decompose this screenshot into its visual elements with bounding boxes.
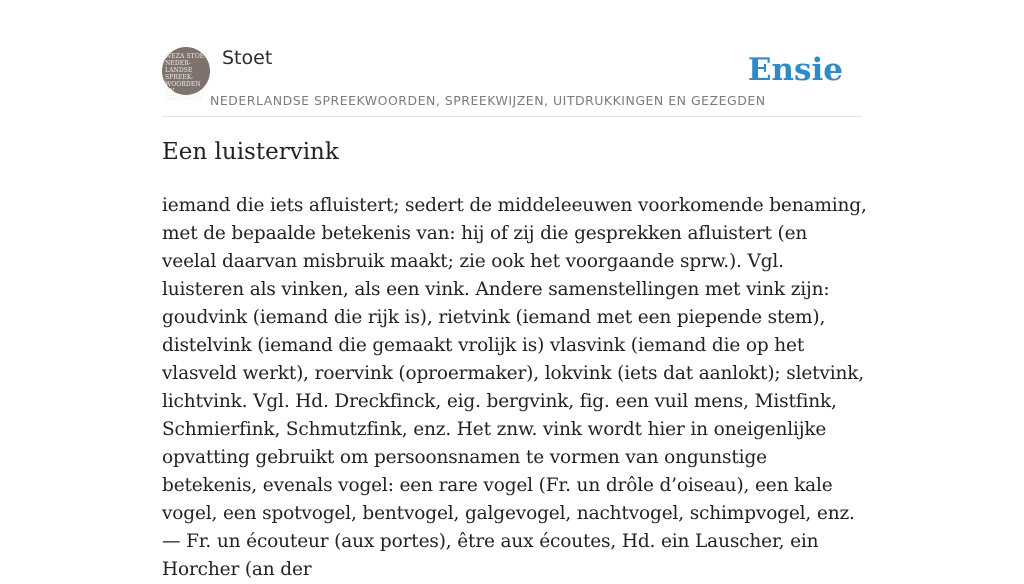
ensie-logo[interactable]: Ensie (747, 52, 843, 88)
header (162, 40, 862, 117)
author-avatar[interactable] (162, 47, 210, 102)
entry-title: Een luistervink (162, 139, 339, 165)
source-subtitle: NEDERLANDSE SPREEKWOORDEN, SPREEKWIJZEN, UITDRUKKINGEN EN GEZEGDEN (210, 93, 766, 108)
author-name-link[interactable]: Stoet (222, 47, 273, 69)
entry-body: iemand die iets afluistert; sedert de middeleeuwen voorkomende benaming, met de bepaalde betekenis van: hij of zij die gesprekken afluistert (en veelal daarvan misbruik maakt; zie ook het voorgaande sprw.). Vgl. luisteren als vinken, als een vink. Andere samenstellingen met vink zijn: goudvink (iemand die rijk is), rietvink (iemand met een piepende stem), distelvink (iemand die gemaakt vrolijk is) vlasvink (iemand die op het vlasveld werkt), roervink (oproermaker), lokvink (iets dat aanlokt); sletvink, lichtvink. Vgl. Hd. Dreckfinck, eig. bergvink, fig. een vuil mens, Mistfink, Schmierfink, Schmutzfink, enz. Het znw. vink wordt hier in oneigenlijke opvatting gebruikt om persoonsnamen te vormen van ongunstige betekenis, evenals vogel: een rare vogel (Fr. un drôle d’oiseau), een kale vogel, een spotvogel, bentvogel, galgevogel, nachtvogel, schimpvogel, enz. — Fr. un écouteur (aux portes), être aux écoutes, Hd. ein Lauscher, ein Horcher (an der (162, 195, 867, 580)
avatar-book-cover-text: WEZA STOET NEDER- LANDSE SPREEK- WOORDEN EN GEZEGDEN (165, 53, 209, 102)
